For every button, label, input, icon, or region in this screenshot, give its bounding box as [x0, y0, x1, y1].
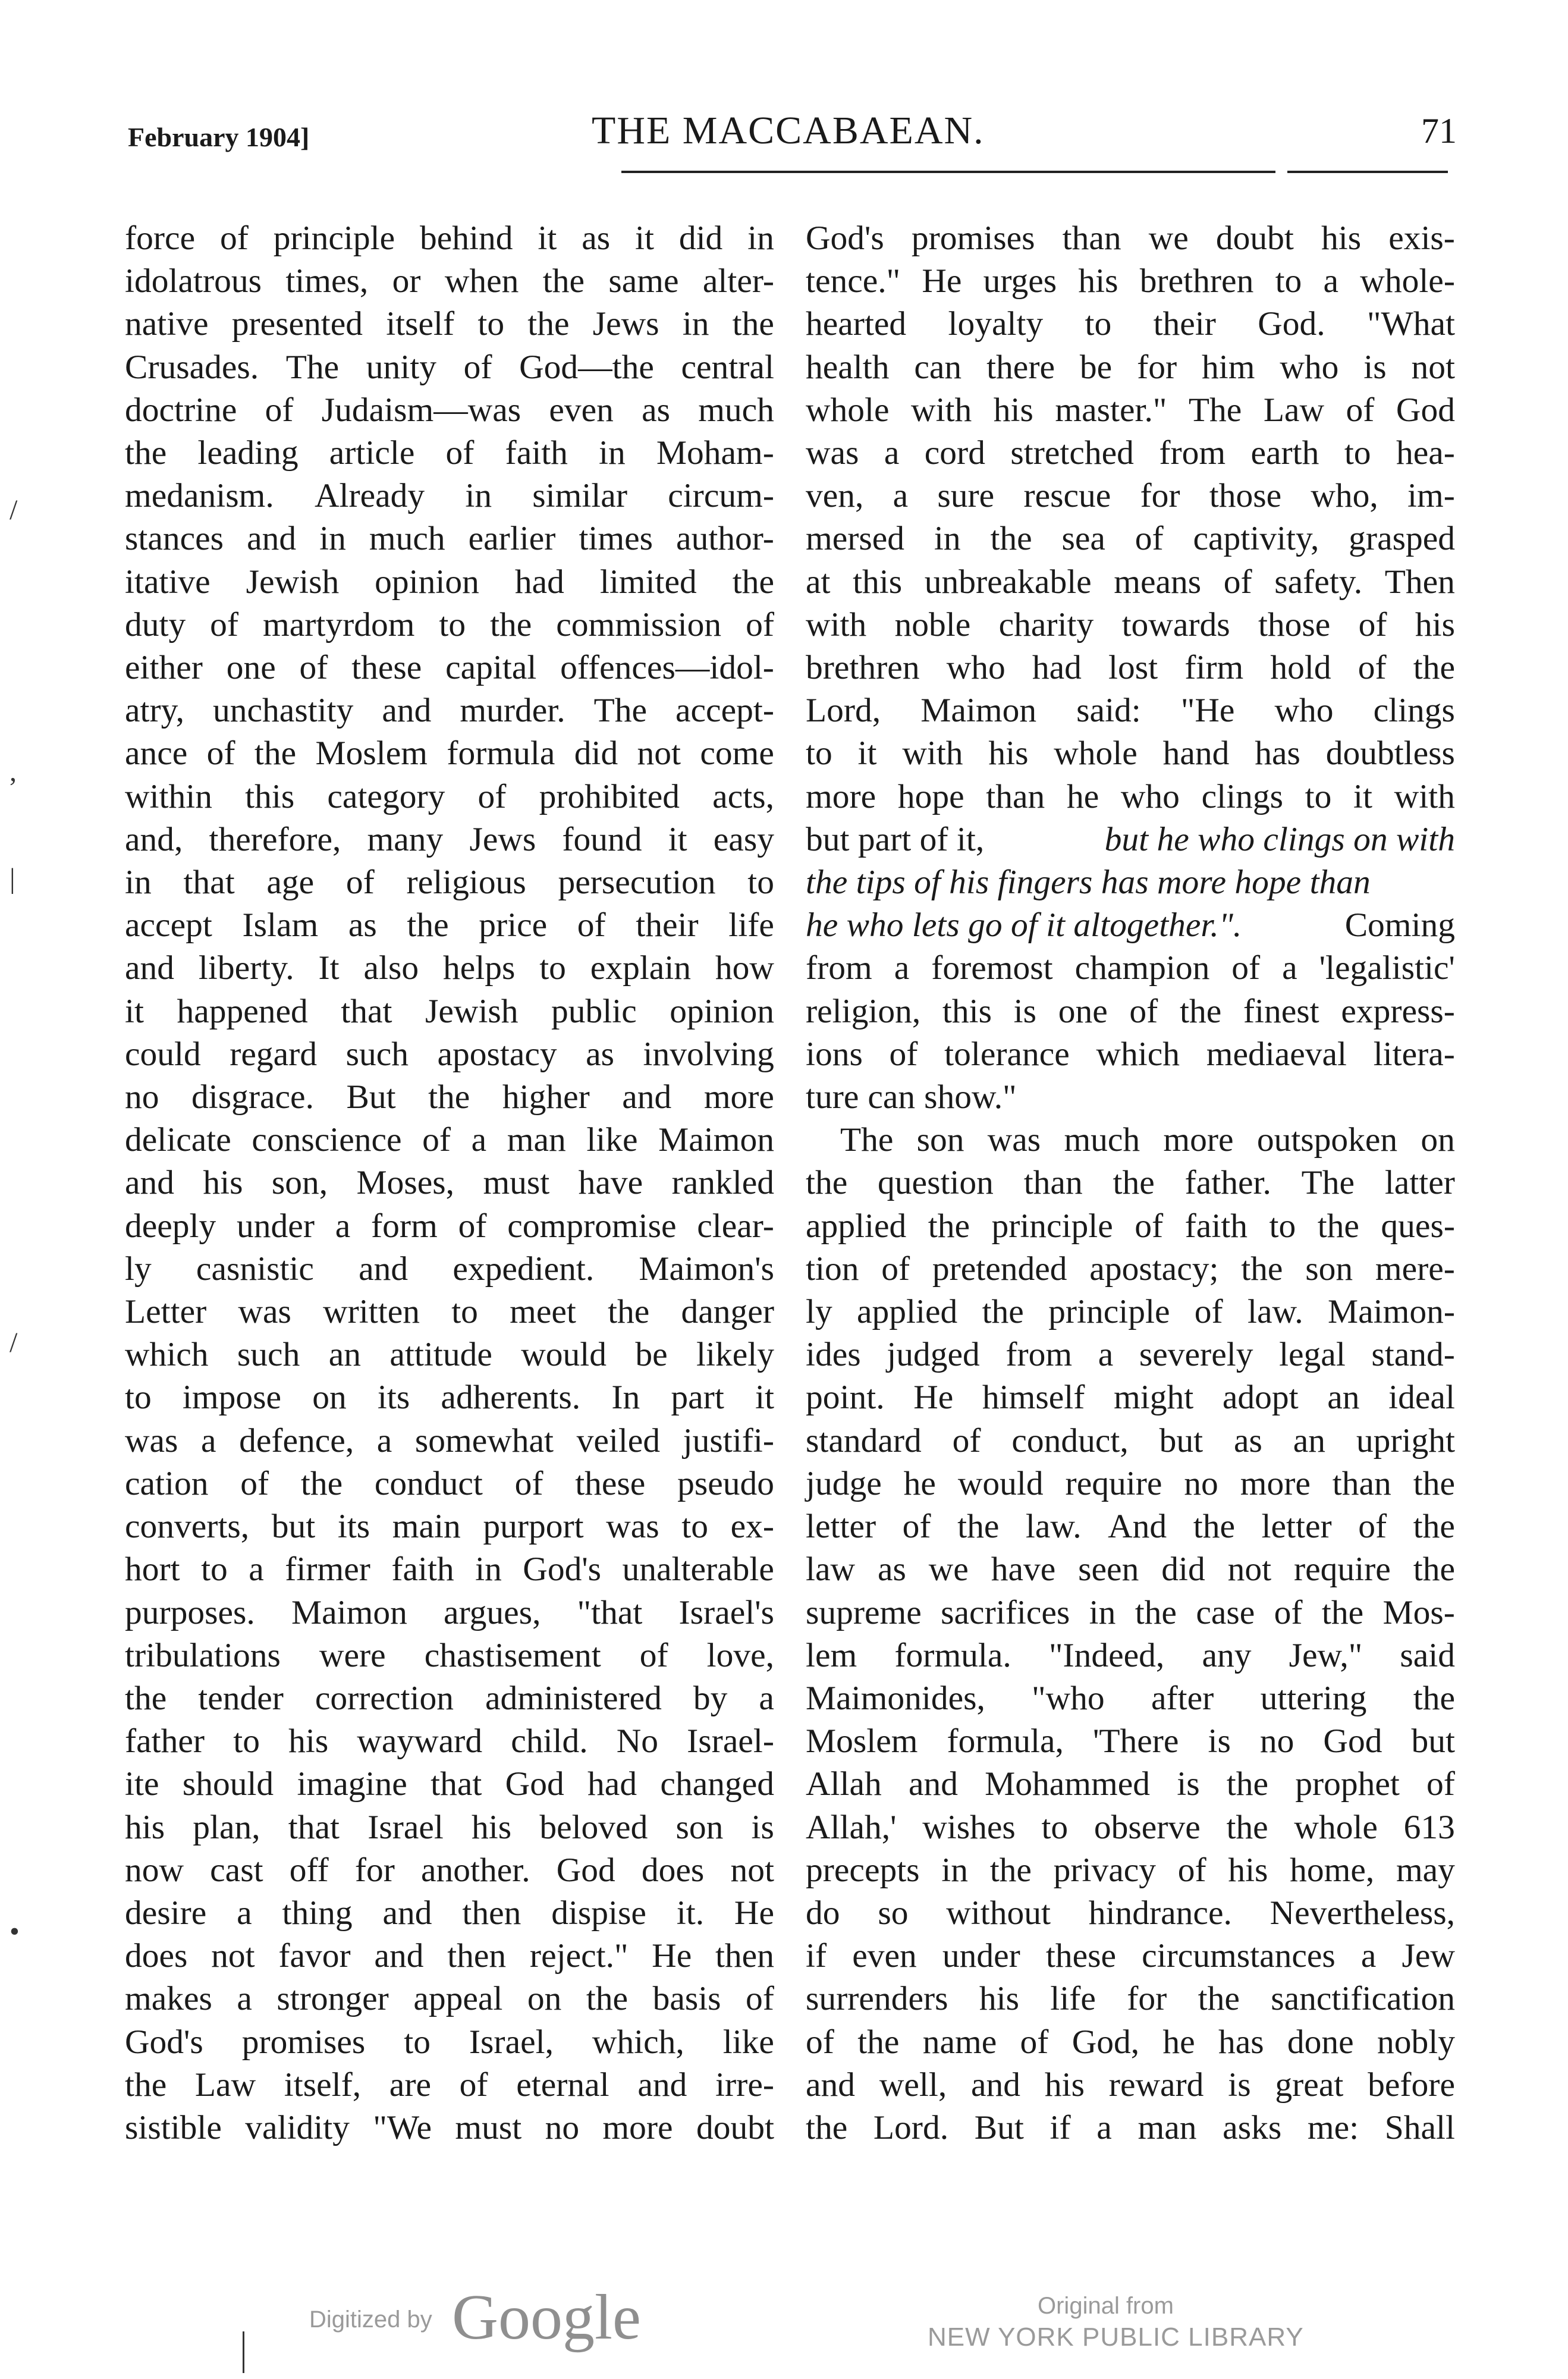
- text-line: the question than the father. The latter: [806, 1164, 1455, 1202]
- text-line: God's promises to Israel, which, like: [125, 2023, 774, 2061]
- text-line: The son was much more outspoken on: [840, 1121, 1455, 1159]
- text-line: in that age of religious persecution to: [125, 864, 774, 902]
- running-header: [128, 107, 1457, 172]
- right-paragraph-2: [806, 1119, 1455, 2149]
- page-number: 71: [1421, 111, 1457, 150]
- text-line: it happened that Jewish public opinion: [125, 992, 774, 1030]
- text-line: Allah and Mohammed is the prophet of: [806, 1765, 1455, 1803]
- margin-mark: •: [10, 1916, 20, 1947]
- text-line: itative Jewish opinion had limited the: [125, 563, 774, 601]
- text-line: do so without hindrance. Nevertheless,: [806, 1894, 1455, 1932]
- text-line: doctrine of Judaism—was even as much: [125, 391, 774, 429]
- text-line: his plan, that Israel his beloved son is: [125, 1808, 774, 1846]
- text-line: desire a thing and then dispise it. He: [125, 1894, 774, 1932]
- text-line: precepts in the privacy of his home, may: [806, 1851, 1455, 1889]
- text-line: native presented itself to the Jews in the: [125, 305, 774, 343]
- text-line: to it with his whole hand has doubtless: [806, 735, 1455, 773]
- text-line: which such an attitude would be likely: [125, 1336, 774, 1374]
- text-line: hort to a firmer faith in God's unalterable: [125, 1551, 774, 1589]
- text-line: Moslem formula, 'There is no God but: [806, 1722, 1455, 1760]
- text-line: point. He himself might adopt an ideal: [806, 1379, 1455, 1417]
- text-line: from a foremost champion of a 'legalistic': [806, 949, 1455, 987]
- italic-quote: he who lets go of it altogether.".: [806, 906, 1242, 944]
- text-line: if even under these circumstances a Jew: [806, 1937, 1455, 1975]
- text-line: accept Islam as the price of their life: [125, 906, 774, 944]
- scan-mark: [243, 2331, 244, 2373]
- original-from-label: Original from: [1038, 2293, 1174, 2319]
- text-line: does not favor and then reject." He then: [125, 1937, 774, 1975]
- text-line: to impose on its adherents. In part it: [125, 1379, 774, 1417]
- text-line: Lord, Maimon said: "He who clings: [806, 692, 1455, 730]
- text-line: ly applied the principle of law. Maimon-: [806, 1293, 1455, 1331]
- text-line: ides judged from a severely legal stand-: [806, 1336, 1455, 1374]
- text-line: of the name of God, he has done nobly: [806, 2023, 1455, 2061]
- text-line: force of principle behind it as it did in: [125, 219, 774, 257]
- text-line: and his son, Moses, must have rankled: [125, 1164, 774, 1202]
- right-column: [806, 217, 1455, 2149]
- text-line: Letter was written to meet the danger: [125, 1293, 774, 1331]
- text-line: Maimonides, "who after uttering the: [806, 1679, 1455, 1717]
- text-line: with noble charity towards those of his: [806, 605, 1455, 644]
- margin-mark: ,: [10, 756, 17, 787]
- text-line: converts, but its main purport was to ex-: [125, 1508, 774, 1546]
- text-line: hearted loyalty to their God. "What: [806, 305, 1455, 343]
- text-line: tence." He urges his brethren to a whole-: [806, 262, 1455, 300]
- text-line: tion of pretended apostacy; the son mere-: [806, 1250, 1455, 1288]
- text-line: no disgrace. But the higher and more: [125, 1078, 774, 1116]
- text-line: applied the principle of faith to the ques-: [806, 1207, 1455, 1245]
- text-line: ions of tolerance which mediaeval litera-: [806, 1035, 1455, 1073]
- text-line: ance of the Moslem formula did not come: [125, 735, 774, 773]
- italic-quote: but he who clings on with: [1104, 820, 1455, 858]
- text-line: Allah,' wishes to observe the whole 613: [806, 1808, 1455, 1846]
- text-line: he who lets go of it altogether.". Coming: [806, 904, 1455, 947]
- text-line: delicate conscience of a man like Maimon: [125, 1121, 774, 1159]
- text-line: the Lord. But if a man asks me: Shall: [806, 2108, 1455, 2146]
- text-line: brethren who had lost firm hold of the: [806, 649, 1455, 687]
- text-line: and well, and his reward is great before: [806, 2066, 1455, 2104]
- text-line: now cast off for another. God does not: [125, 1851, 774, 1889]
- issue-date: February 1904]: [128, 122, 310, 152]
- left-column: [125, 217, 774, 2149]
- margin-mark: |: [10, 863, 15, 895]
- text-line: supreme sacrifices in the case of the Mos-: [806, 1593, 1455, 1631]
- text-line: health can there be for him who is not: [806, 348, 1455, 386]
- header-rule-right: [1287, 171, 1448, 173]
- text-line: whole with his master." The Law of God: [806, 391, 1455, 429]
- text-line: deeply under a form of compromise clear-: [125, 1207, 774, 1245]
- text-line: law as we have seen did not require the: [806, 1551, 1455, 1589]
- google-logo: Google: [452, 2282, 641, 2353]
- header-rule-left: [621, 171, 1275, 173]
- text-line: and, therefore, many Jews found it easy: [125, 820, 774, 858]
- text-line: purposes. Maimon argues, "that Israel's: [125, 1593, 774, 1631]
- digitized-by-label: Digitized by: [309, 2306, 432, 2333]
- text-line: could regard such apostacy as involving: [125, 1035, 774, 1073]
- text-line: ly casnistic and expedient. Maimon's: [125, 1250, 774, 1288]
- text-line: judge he would require no more than the: [806, 1464, 1455, 1502]
- text-line: mersed in the sea of captivity, grasped: [806, 520, 1455, 558]
- text-line: the tender correction administered by a: [125, 1679, 774, 1717]
- text-line: father to his wayward child. No Israel-: [125, 1722, 774, 1760]
- margin-mark: /: [10, 494, 18, 526]
- text-line: ven, a sure rescue for those who, im-: [806, 477, 1455, 515]
- text-line: more hope than he who clings to it with: [806, 777, 1455, 815]
- text-line: tribulations were chastisement of love,: [125, 1636, 774, 1674]
- text-line: was a cord stretched from earth to hea-: [806, 434, 1455, 472]
- italic-quote: the tips of his fingers has more hope than: [806, 864, 1371, 902]
- text-line: at this unbreakable means of safety. Then: [806, 563, 1455, 601]
- text-line: and liberty. It also helps to explain how: [125, 949, 774, 987]
- journal-title: THE MACCABAEAN.: [592, 109, 985, 152]
- text-line: the Law itself, are of eternal and irre-: [125, 2066, 774, 2104]
- text-line: either one of these capital offences—idol-: [125, 649, 774, 687]
- text-line: ture can show.": [806, 1078, 1017, 1116]
- right-paragraph-1: [806, 217, 1455, 818]
- text-line: letter of the law. And the letter of the: [806, 1508, 1455, 1546]
- right-paragraph-1-end: [806, 947, 1455, 1119]
- text-line: lem formula. "Indeed, any Jew," said: [806, 1636, 1455, 1674]
- margin-mark: /: [10, 1327, 18, 1358]
- text-line: idolatrous times, or when the same alter-: [125, 262, 774, 300]
- text-line: duty of martyrdom to the commission of: [125, 605, 774, 644]
- text-line: was a defence, a somewhat veiled justifi-: [125, 1421, 774, 1460]
- text-line: within this category of prohibited acts,: [125, 777, 774, 815]
- text-line: makes a stronger appeal on the basis of: [125, 1980, 774, 2018]
- text-line: cation of the conduct of these pseudo: [125, 1464, 774, 1502]
- text-line: surrenders his life for the sanctification: [806, 1980, 1455, 2018]
- text-line: medanism. Already in similar circum-: [125, 477, 774, 515]
- text-line: [806, 861, 1455, 904]
- text-line: stances and in much earlier times author-: [125, 520, 774, 558]
- text-line: God's promises than we doubt his exis-: [806, 219, 1455, 257]
- text-line: atry, unchastity and murder. The accept-: [125, 692, 774, 730]
- text-line: ite should imagine that God had changed: [125, 1765, 774, 1803]
- library-name: NEW YORK PUBLIC LIBRARY: [928, 2322, 1304, 2352]
- text-line: standard of conduct, but as an upright: [806, 1421, 1455, 1460]
- text-line: sistible validity "We must no more doubt: [125, 2108, 774, 2146]
- text-line: religion, this is one of the finest express-: [806, 992, 1455, 1030]
- text-line: but part of it, but he who clings on with: [806, 818, 1455, 861]
- text-line: the leading article of faith in Moham-: [125, 434, 774, 472]
- text-line: Crusades. The unity of God—the central: [125, 348, 774, 386]
